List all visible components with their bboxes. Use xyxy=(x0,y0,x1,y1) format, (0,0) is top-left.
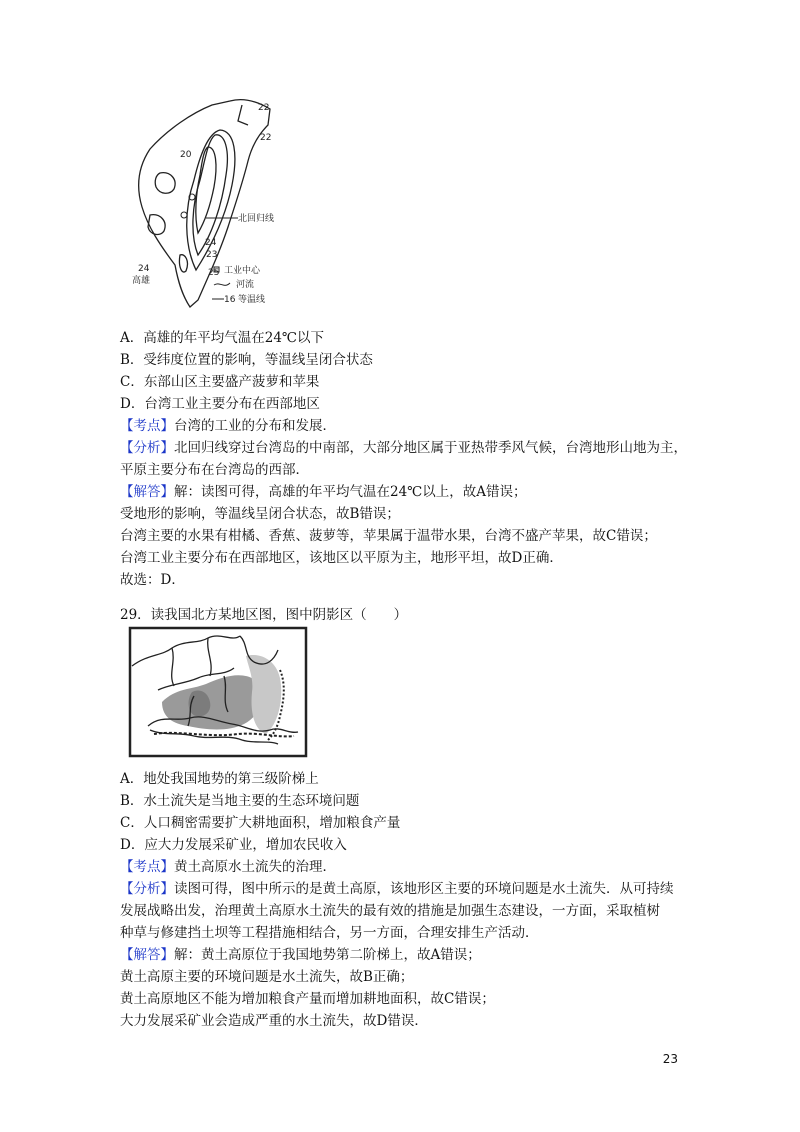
label-24: 24 xyxy=(205,238,217,248)
q29-option-a: A．地处我国地势的第三级阶梯上 xyxy=(120,771,319,787)
tropic-label: 北回归线 xyxy=(238,214,275,224)
taiwan-map-figure xyxy=(120,95,285,315)
q29-jieda xyxy=(120,946,481,965)
q29-question: 29．读我国北方某地区图，图中阴影区（ ） xyxy=(120,607,408,623)
fenxi-tag: 【分析】 xyxy=(120,881,174,897)
q28-option-b: B．受纬度位置的影响，等温线呈闭合状态 xyxy=(120,352,373,368)
jieda-text: 解：读图可得，高雄的年平均气温在24℃以上，故A错误； xyxy=(174,484,527,500)
kaodian-tag: 【考点】 xyxy=(120,418,174,434)
city-label: 高雄 xyxy=(132,276,151,286)
q28-jieda xyxy=(120,483,527,502)
q28-answer: 故选：D． xyxy=(120,572,185,588)
q29-option-b: B．水土流失是当地主要的生态环境问题 xyxy=(120,793,360,809)
label-25: 25 xyxy=(208,268,220,278)
fenxi-text: 北回归线穿过台湾岛的中南部，大部分地区属于亚热带季风气候，台湾地形山地为主， xyxy=(174,440,687,456)
q29-jieda-line3: 黄土高原地区不能为增加粮食产量而增加耕地面积，故C错误； xyxy=(120,991,495,1007)
city-temp-label: 24 xyxy=(138,264,150,274)
q29-option-d: D．应大力发展采矿业，增加农民收入 xyxy=(120,837,347,853)
q28-jieda-line3: 台湾主要的水果有柑橘、香蕉、菠萝等，苹果属于温带水果，台湾不盛产苹果，故C错误； xyxy=(120,528,657,544)
kaodian-text: 黄土高原水土流失的治理． xyxy=(174,859,336,875)
fenxi-text: 读图可得，图中所示的是黄土高原，该地形区主要的环境问题是水土流失．从可持续 xyxy=(174,881,674,897)
q29-jieda-line2: 黄土高原主要的环境问题是水土流失，故B正确； xyxy=(120,969,414,985)
jieda-tag: 【解答】 xyxy=(120,947,174,963)
label-20: 20 xyxy=(180,150,192,160)
legend-industry: 工业中心 xyxy=(224,266,261,276)
q29-fenxi-line2: 发展战略出发，治理黄土高原水土流失的最有效的措施是加强生态建设，一方面，采取植树 xyxy=(120,903,660,919)
q28-jieda-line4: 台湾工业主要分布在西部地区，该地区以平原为主，地形平坦，故D正确． xyxy=(120,550,563,566)
legend-isotherm-num: 16 xyxy=(224,295,236,305)
jieda-text: 解：黄土高原位于我国地势第二阶梯上，故A错误； xyxy=(174,947,481,963)
q28-kaodian xyxy=(120,417,336,436)
kaodian-text: 台湾的工业的分布和发展． xyxy=(174,418,336,434)
q29-fenxi-line3: 种草与修建挡土坝等工程措施相结合，另一方面，合理安排生产活动． xyxy=(120,925,539,941)
q28-option-c: C．东部山区主要盛产菠萝和苹果 xyxy=(120,374,320,390)
q29-option-c: C．人口稠密需要扩大耕地面积，增加粮食产量 xyxy=(120,815,401,831)
q28-fenxi-line2: 平原主要分布在台湾岛的西部． xyxy=(120,462,309,478)
q29-fenxi xyxy=(120,880,674,899)
q29-kaodian xyxy=(120,858,336,877)
legend-isotherm: 等温线 xyxy=(238,295,266,305)
label-22b: 22 xyxy=(260,133,272,143)
page-number: 23 xyxy=(662,1052,678,1066)
loess-plateau-map-figure xyxy=(128,626,308,758)
kaodian-tag: 【考点】 xyxy=(120,859,174,875)
label-22a: 22 xyxy=(258,103,270,113)
q28-option-a: A．高雄的年平均气温在24℃以下 xyxy=(120,330,325,346)
q29-jieda-line4: 大力发展采矿业会造成严重的水土流失，故D错误． xyxy=(120,1013,428,1029)
legend-river: 河流 xyxy=(236,280,255,290)
q28-fenxi xyxy=(120,439,687,458)
q28-jieda-line2: 受地形的影响，等温线呈闭合状态，故B错误； xyxy=(120,506,400,522)
fenxi-tag: 【分析】 xyxy=(120,440,174,456)
q28-option-d: D．台湾工业主要分布在西部地区 xyxy=(120,396,320,412)
label-23: 23 xyxy=(206,250,218,260)
jieda-tag: 【解答】 xyxy=(120,484,174,500)
